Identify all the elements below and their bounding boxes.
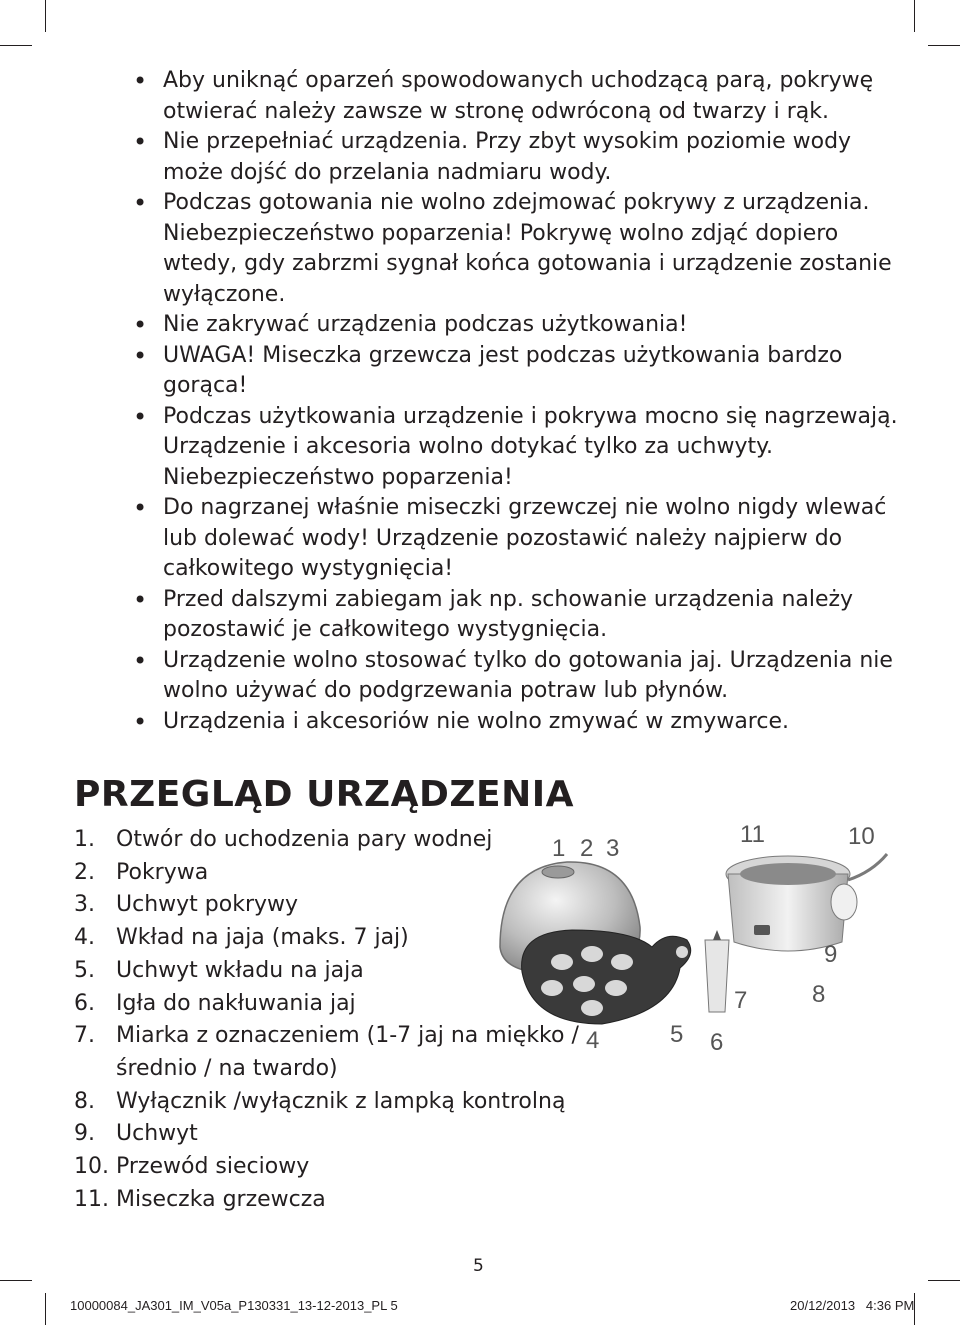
part-item bbox=[74, 1184, 614, 1217]
figure-label-9: 9 bbox=[824, 941, 838, 968]
figure-label-5: 5 bbox=[670, 1021, 684, 1048]
bullet-item: • Podczas użytkowania urządzenie i pokrywa mocno się nagrzewają. Urządzenie i akcesoria wolno dotykać tylko za uchwyty. Niebezpieczeństwo poparzenia! bbox=[133, 402, 903, 494]
part-item bbox=[74, 1151, 614, 1184]
crop-mark bbox=[45, 0, 46, 32]
part-label: Wyłącznik /wyłącznik z lampką kontrolną bbox=[116, 1088, 566, 1114]
figure-label-2: 2 bbox=[580, 835, 594, 862]
crop-mark bbox=[928, 1280, 960, 1281]
figure-label-6: 6 bbox=[710, 1029, 724, 1056]
bullet-item: • Urządzenia i akcesoriów nie wolno zmywać w zmywarce. bbox=[133, 707, 903, 738]
part-label: Uchwyt pokrywy bbox=[116, 892, 299, 918]
figure-label-8: 8 bbox=[812, 981, 826, 1008]
figure-label-1: 1 bbox=[552, 835, 566, 862]
part-number: 11. bbox=[74, 1186, 109, 1212]
part-number: 7. bbox=[74, 1023, 95, 1049]
crop-mark bbox=[45, 1293, 46, 1325]
bullet-item: • Przed dalszymi zabiegam jak np. schowanie urządzenia należy pozostawić je całkowitego wystygnięcia. bbox=[133, 585, 903, 646]
part-label: Uchwyt bbox=[116, 1121, 198, 1147]
figure-label-4: 4 bbox=[586, 1027, 600, 1054]
egg-tray bbox=[522, 930, 691, 1024]
part-number: 6. bbox=[74, 990, 95, 1016]
part-label: Pokrywa bbox=[116, 859, 209, 885]
part-number: 10. bbox=[74, 1154, 109, 1180]
bullet-item: • Urządzenie wolno stosować tylko do gotowania jaj. Urządzenia nie wolno używać do podgrzewania potraw lub płynów. bbox=[133, 646, 903, 707]
part-label: Igła do nakłuwania jaj bbox=[116, 990, 356, 1016]
page-number: 5 bbox=[473, 1256, 484, 1276]
bullet-item: • Podczas gotowania nie wolno zdejmować pokrywy z urządzenia. Niebezpieczeństwo poparzenia! Pokrywę wolno zdjąć dopiero wtedy, gdy zabrzmi sygnał końca gotowania i urządzenie zostanie wyłączone. bbox=[133, 188, 903, 310]
part-number: 5. bbox=[74, 957, 95, 983]
part-number: 1. bbox=[74, 827, 95, 852]
part-number: 4. bbox=[74, 925, 95, 951]
footer-timestamp: 20/12/2013 4:36 PM bbox=[790, 1298, 915, 1313]
part-number: 2. bbox=[74, 859, 95, 885]
footer-file-slug: 10000084_JA301_IM_V05a_P130331_13-12-2013_PL 5 bbox=[70, 1298, 398, 1313]
crop-mark bbox=[0, 45, 32, 46]
section-title: PRZEGLĄD URZĄDZENIA bbox=[74, 774, 574, 815]
crop-mark bbox=[914, 0, 915, 32]
bullet-item: • Aby uniknąć oparzeń spowodowanych uchodzącą parą, pokrywę otwierać należy zawsze w stronę odwróconą od twarzy i rąk. bbox=[133, 66, 903, 127]
bullet-item: • Do nagrzanej właśnie miseczki grzewczej nie wolno nigdy wlewać lub dolewać wody! Urządzenie pozostawić należy najpierw do całkowitego wystygnięcia! bbox=[133, 493, 903, 585]
part-number: 3. bbox=[74, 892, 95, 918]
bullet-item: • UWAGA! Miseczka grzewcza jest podczas użytkowania bardzo gorąca! bbox=[133, 341, 903, 402]
part-label: Otwór do uchodzenia pary wodnej bbox=[116, 827, 493, 852]
part-item bbox=[74, 1118, 614, 1151]
safety-bullet-list bbox=[133, 66, 903, 737]
part-label: Wkład na jaja (maks. 7 jaj) bbox=[116, 925, 409, 951]
part-label: Miarka z oznaczeniem (1-7 jaj na miękko / średnio / na twardo) bbox=[116, 1023, 579, 1081]
figure-label-11: 11 bbox=[740, 821, 765, 848]
figure-label-10: 10 bbox=[848, 823, 875, 850]
crop-mark bbox=[928, 45, 960, 46]
figure-label-3: 3 bbox=[606, 835, 620, 862]
egg-cooker-illustration bbox=[492, 812, 900, 1074]
part-label: Miseczka grzewcza bbox=[116, 1186, 326, 1212]
part-number: 8. bbox=[74, 1088, 95, 1114]
crop-mark bbox=[0, 1280, 32, 1281]
part-item bbox=[74, 1086, 614, 1119]
part-number: 9. bbox=[74, 1121, 95, 1147]
part-label: Uchwyt wkładu na jaja bbox=[116, 957, 364, 983]
bullet-item: • Nie zakrywać urządzenia podczas użytkowania! bbox=[133, 310, 903, 341]
part-label: Przewód sieciowy bbox=[116, 1154, 310, 1180]
measuring-cup bbox=[705, 930, 729, 1012]
figure-label-7: 7 bbox=[734, 987, 748, 1014]
bullet-item: • Nie przepełniać urządzenia. Przy zbyt wysokim poziomie wody może dojść do przelania nadmiaru wody. bbox=[133, 127, 903, 188]
